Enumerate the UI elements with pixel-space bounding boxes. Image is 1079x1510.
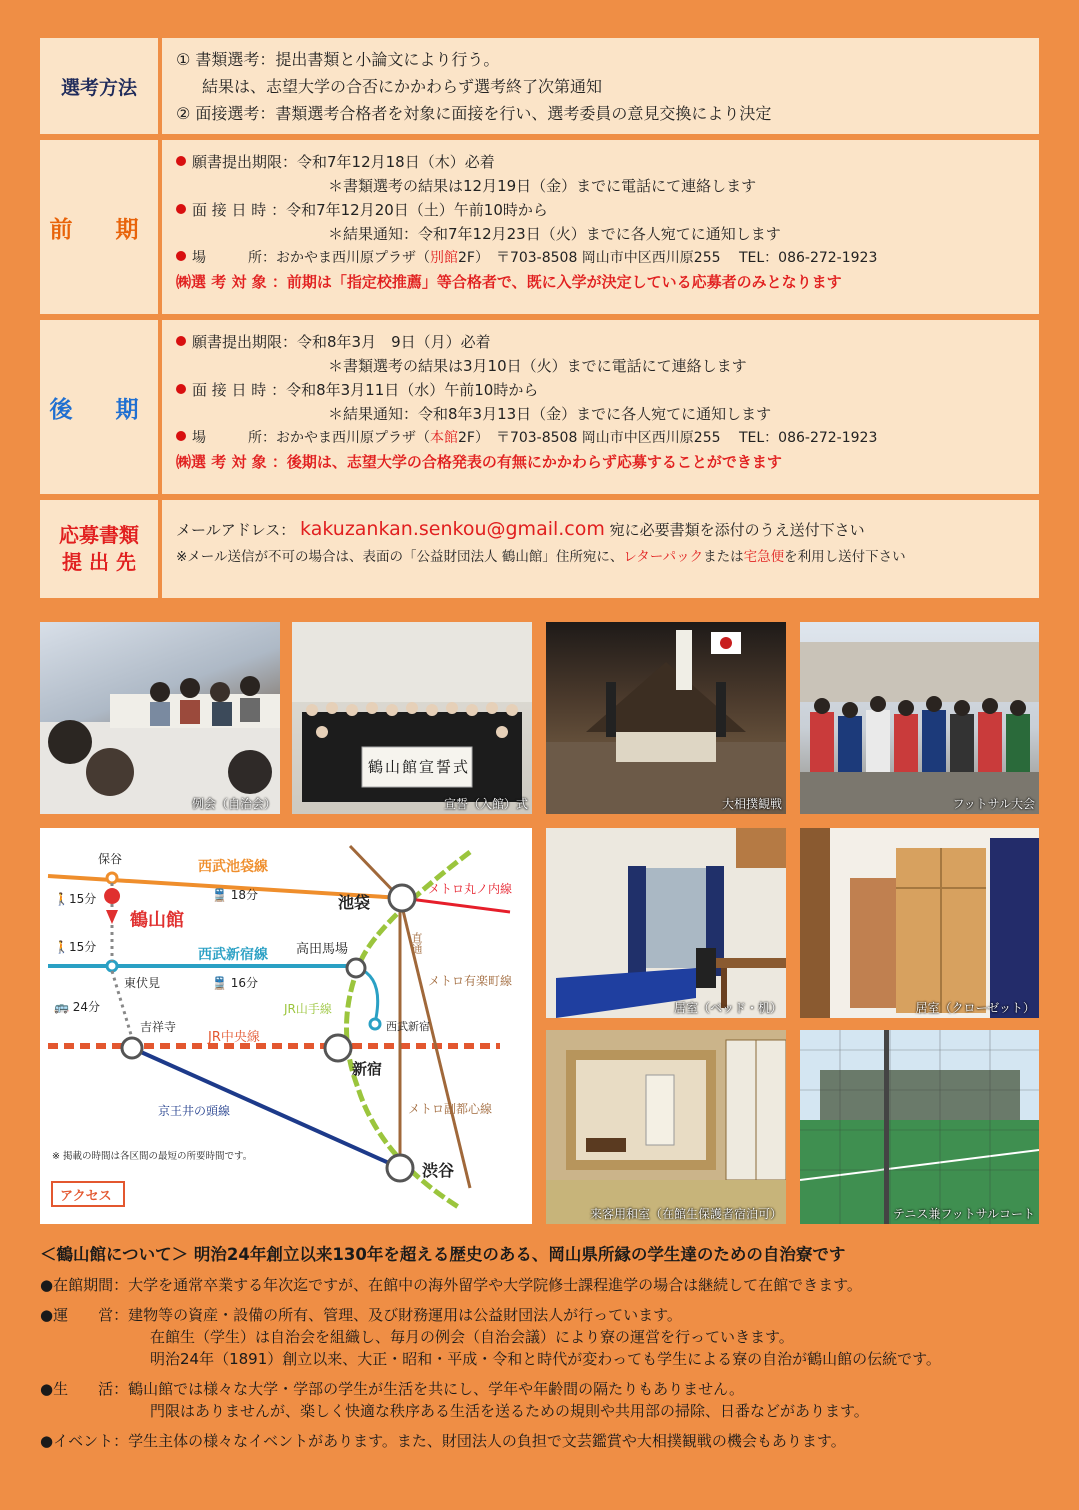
early-place: 場 所：おかやま西川原プラザ（別館2F） 〒703-8508 岡山市中区西川原255 TEL：086-272-1923 bbox=[176, 246, 1027, 270]
seibu-ikebukuro-line: 西武池袋線 bbox=[198, 859, 268, 875]
bullet-icon bbox=[176, 204, 186, 214]
jr-chuo-line: JR中央線 bbox=[208, 1030, 260, 1045]
about-section: ＜鶴山館について＞ 明治24年創立以来130年を超える歴史のある、岡山県所縁の学生達のための自治寮です ●在館期間：大学を通常卒業する年次迄ですが、在館中の海外留学や大学院修士課程進学の場合は継続して在館できます。 ●運 営：建物等の資産・設備の所有、管理、及び財務運用は公益財団法人が行っています。 在館生（学生）は自治会を組織し、毎月の例会（自治会議）により寮の運営を行っていきます。 明治24年（1891）創立以来、大正・昭和・平成・令和と時代が変わっても学生による寮の自治が鶴山館の伝統です。 ●生 活：鶴山館では様々な大学・学部の学生が生活を共にし、学年や年齢間の隔たりもありません。 門限はありませんが、楽しく快適な秩序ある生活を送るための規則や共用部の掃除、日番などがあります。 ●イベント：学生主体の様々なイベントがあります。また、財団法人の負担で文芸鑑賞や大相撲観戦の機会もあります。 bbox=[40, 1244, 1050, 1452]
about-title: ＜鶴山館について＞ 明治24年創立以来130年を超える歴史のある、岡山県所縁の学生達のための自治寮です bbox=[40, 1245, 846, 1264]
late-interview: 面 接 日 時 ：令和8年3月11日（水）午前10時から bbox=[176, 378, 1027, 402]
station-ikebukuro: 池袋 bbox=[338, 893, 371, 912]
photo-room-closet: 居室（クローゼット） bbox=[800, 828, 1039, 1018]
selection-method-row bbox=[40, 38, 1039, 134]
map-note: ※ 掲載の時間は各区間の最短の所要時間です。 bbox=[52, 1151, 253, 1162]
walking-icon: 🚶 bbox=[54, 892, 69, 906]
bus-icon: 🚌 bbox=[54, 1000, 73, 1014]
photo-futsal: フットサル大会 bbox=[800, 622, 1039, 814]
early-term-content: 願書提出期限：令和7年12月18日（木）必着 ＊書類選考の結果は12月19日（金）までに電話にて連絡します 面 接 日 時 ：令和7年12月20日（土）午前10時から ＊結果通知：令和7年12月23日（火）までに各人宛てに通知します 場 所：おかやま西川原プラザ（別館2F） 〒703-8508 岡山市中区西川原255 TEL：086-272-1923 ㈱選 考 対 象 ：前期は「指定校推薦」等合格者で、既に入学が決定している応募者のみとなります bbox=[162, 140, 1039, 314]
station-takadanobaba: 高田馬場 bbox=[296, 942, 349, 957]
metro-marunouchi-line: メトロ丸ノ内線 bbox=[428, 882, 513, 896]
train-icon: 🚆 bbox=[212, 976, 231, 990]
early-interview: 面 接 日 時 ：令和7年12月20日（土）午前10時から bbox=[176, 198, 1027, 222]
photo-tennis-court: テニス兼フットサルコート bbox=[800, 1030, 1039, 1224]
about-term: ●在館期間：大学を通常卒業する年次迄ですが、在館中の海外留学や大学院修士課程進学の場合は継続して在館できます。 bbox=[40, 1276, 862, 1294]
bullet-icon bbox=[176, 431, 186, 441]
japanese-room-illustration bbox=[546, 1030, 786, 1224]
ceremony-banner: 鶴山館宣誓式 bbox=[368, 758, 471, 776]
metro-yurakucho-line: メトロ有楽町線 bbox=[428, 974, 513, 988]
bedroom-illustration bbox=[546, 828, 786, 1018]
direct-label: 直通 bbox=[410, 932, 423, 954]
late-term-row bbox=[40, 320, 1039, 494]
ceremony-illustration bbox=[292, 622, 532, 814]
selection-method-content: ① 書類選考：提出書類と小論文により行う。 結果は、志望大学の合否にかかわらず選考終了次第通知 ② 面接選考：書類選考合格者を対象に面接を行い、選考委員の意見交換により決定 bbox=[162, 38, 1039, 134]
walk-time-2: 🚶15分 bbox=[54, 940, 97, 954]
station-shinjuku: 新宿 bbox=[352, 1060, 383, 1078]
photo-room-bed: 居室（ベッド・机） bbox=[546, 828, 786, 1018]
photo-sumo: 大相撲観戦 bbox=[546, 622, 786, 814]
court-illustration bbox=[800, 1030, 1039, 1224]
station-kichijoji: 吉祥寺 bbox=[140, 1020, 177, 1034]
selection-method-label: 選考方法 bbox=[40, 38, 158, 134]
photo-japanese-room: 来客用和室（在館生保護者宿泊可） bbox=[546, 1030, 786, 1224]
late-deadline: 願書提出期限：令和8年3月 9日（月）必着 bbox=[176, 330, 1027, 354]
submission-row bbox=[40, 500, 1039, 598]
bus-time: 🚌 24分 bbox=[54, 1000, 101, 1014]
metro-fukutoshin-line: メトロ副都心線 bbox=[408, 1102, 493, 1116]
station-higashifushimi: 東伏見 bbox=[124, 976, 161, 990]
jr-yamanote-line: JR山手線 bbox=[284, 1002, 332, 1016]
late-place: 場 所：おかやま西川原プラザ（本館2F） 〒703-8508 岡山市中区西川原255 TEL：086-272-1923 bbox=[176, 426, 1027, 450]
submission-label: 応募書類 提 出 先 bbox=[40, 500, 158, 598]
train-icon: 🚆 bbox=[212, 888, 231, 902]
train-time-1: 🚆 18分 bbox=[212, 888, 259, 902]
station-shibuya: 渋谷 bbox=[422, 1161, 455, 1180]
station-hoya: 保谷 bbox=[98, 852, 123, 866]
bullet-icon bbox=[176, 156, 186, 166]
kakuzankan-label: 鶴山館 bbox=[130, 910, 184, 931]
meeting-illustration bbox=[40, 622, 280, 814]
keio-inokashira-line: 京王井の頭線 bbox=[158, 1104, 231, 1118]
email-link[interactable]: kakuzankan.senkou@gmail.com bbox=[300, 518, 605, 540]
late-term-label: 後 期 bbox=[40, 320, 158, 494]
access-label: アクセス bbox=[60, 1189, 112, 1204]
bullet-icon bbox=[176, 384, 186, 394]
early-term-row bbox=[40, 140, 1039, 314]
sumo-illustration bbox=[546, 622, 786, 814]
about-event: ●イベント：学生主体の様々なイベントがあります。また、財団法人の負担で文芸鑑賞や大相撲観戦の機会もあります。 bbox=[40, 1432, 846, 1450]
futsal-illustration bbox=[800, 622, 1039, 814]
bullet-icon bbox=[176, 336, 186, 346]
late-term-content: 願書提出期限：令和8年3月 9日（月）必着 ＊書類選考の結果は3月10日（火）までに電話にて連絡します 面 接 日 時 ：令和8年3月11日（水）午前10時から ＊結果通知：令和8年3月13日（金）までに各人宛てに通知します 場 所：おかやま西川原プラザ（本館2F） 〒703-8508 岡山市中区西川原255 TEL：086-272-1923 ㈱選 考 対 象 ：後期は、志望大学の合格発表の有無にかかわらず応募することができます bbox=[162, 320, 1039, 494]
bullet-icon bbox=[176, 251, 186, 261]
submission-content: メールアドレス： kakuzankan.senkou@gmail.com 宛に必要書類を添付のうえ送付下さい ※メール送信が不可の場合は、表面の「公益財団法人 鶴山館」住所宛に、レターパックまたは宅急便を利用し送付下さい bbox=[162, 500, 1039, 598]
early-deadline: 願書提出期限：令和7年12月18日（木）必着 bbox=[176, 150, 1027, 174]
early-target: ㈱選 考 対 象 ：前期は「指定校推薦」等合格者で、既に入学が決定している応募者のみとなります bbox=[176, 273, 842, 291]
about-life: ●生 活：鶴山館では様々な大学・学部の学生が生活を共にし、学年や年齢間の隔たりもありません。 bbox=[40, 1380, 744, 1398]
walking-icon: 🚶 bbox=[54, 940, 69, 954]
early-term-label: 前 期 bbox=[40, 140, 158, 314]
station-seibushinjuku: 西武新宿 bbox=[386, 1020, 430, 1033]
train-time-2: 🚆 16分 bbox=[212, 976, 259, 990]
about-operation: ●運 営：建物等の資産・設備の所有、管理、及び財務運用は公益財団法人が行っています。 bbox=[40, 1306, 682, 1324]
closet-illustration bbox=[800, 828, 1039, 1018]
photo-ceremony: 鶴山館宣誓式 宣誓（入館）式 bbox=[292, 622, 532, 814]
photo-meeting: 例会（自治会） bbox=[40, 622, 280, 814]
walk-time-1: 🚶15分 bbox=[54, 892, 97, 906]
seibu-shinjuku-line: 西武新宿線 bbox=[198, 947, 268, 963]
late-target: ㈱選 考 対 象 ：後期は、志望大学の合格発表の有無にかかわらず応募することができます bbox=[176, 453, 782, 471]
access-map bbox=[40, 828, 532, 1224]
